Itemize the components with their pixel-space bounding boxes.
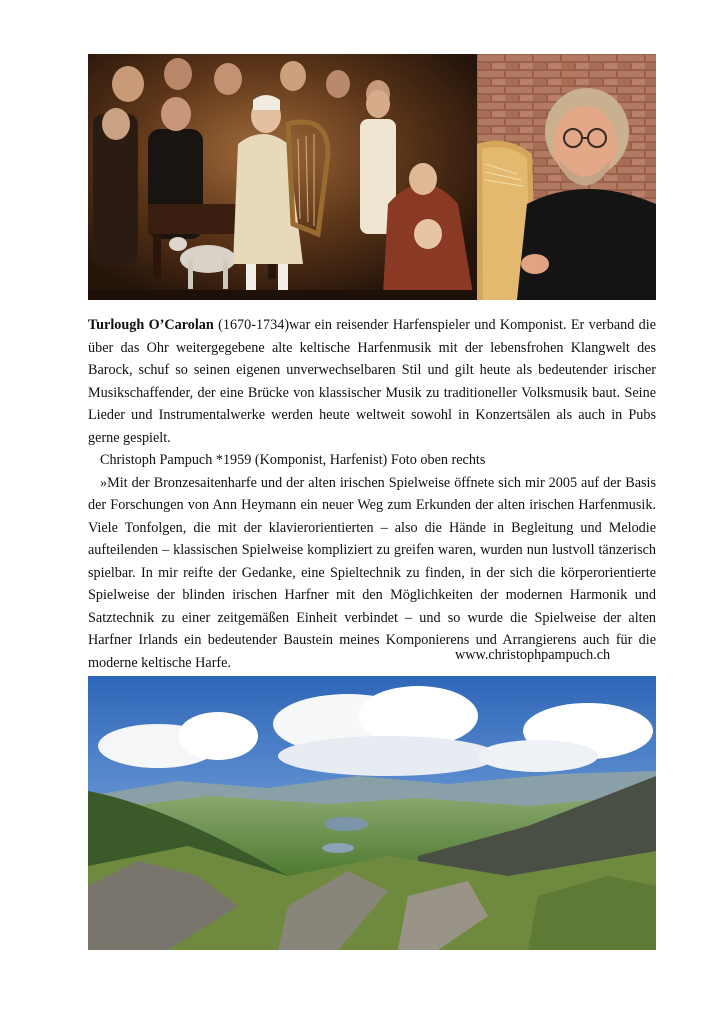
landscape-photo — [88, 676, 656, 950]
portrait-photo — [477, 54, 656, 300]
paragraph-pampuch-quote: »Mit der Bronzesaitenharfe und der alten irischen Spielweise öffnete sich mir 2005 auf der Basis der Forschungen von Ann Heymann ein neuer Weg zum Erkunden der alten irischen Harfenmusik. Viele Tonfolgen, die mit der klavierorientierten – also die Hände in Begleitung und Melodie aufteilenden – klassischen Spielweise kompliziert zu greifen waren, wurden nun lustvoll tänzerisch spielbar. In mir reifte der Gedanke, eine Spieltechnik zu finden, in der sich die körperorientierte Spielweise der blinden irischen Harfner mit den Möglichkeiten der modernen Harmonik und Satztechnik zu einer zeitgemäßen Einheit verbindet – und so wurde die Spielweise der alten Harfner Irlands ein bedeutender Baustein meines Komponierens und Arrangierens auch für die moderne keltische Harfe. — [88, 474, 656, 671]
carolan-body: (1670-1734)war ein reisender Harfenspieler und Komponist. Er verband die über das Ohr weitergegebene alte keltische Harfenmusik mit der lebensfrohen Klangwelt des Barock, schuf so seinen eigenen unverwechselbaren Stil und gilt heute als bedeutender irischer Musikschaffender, der eine Brücke von klassischer Musik zu traditioneller Volksmusik baut. Seine Lieder und Instrumentalwerke werden heute weltweit sowohl in Konzertsälen als auch in Pubs gerne gespielt. — [88, 317, 656, 446]
paragraph-carolan — [88, 314, 656, 449]
website-url: www.christophpampuch.ch — [455, 647, 611, 663]
article-text — [88, 314, 656, 674]
painting-image — [88, 54, 477, 300]
carolan-name: Turlough O’Carolan — [88, 317, 214, 333]
paragraph-pampuch-caption: Christoph Pampuch *1959 (Komponist, Harfenist) Foto oben rechts — [100, 452, 486, 468]
